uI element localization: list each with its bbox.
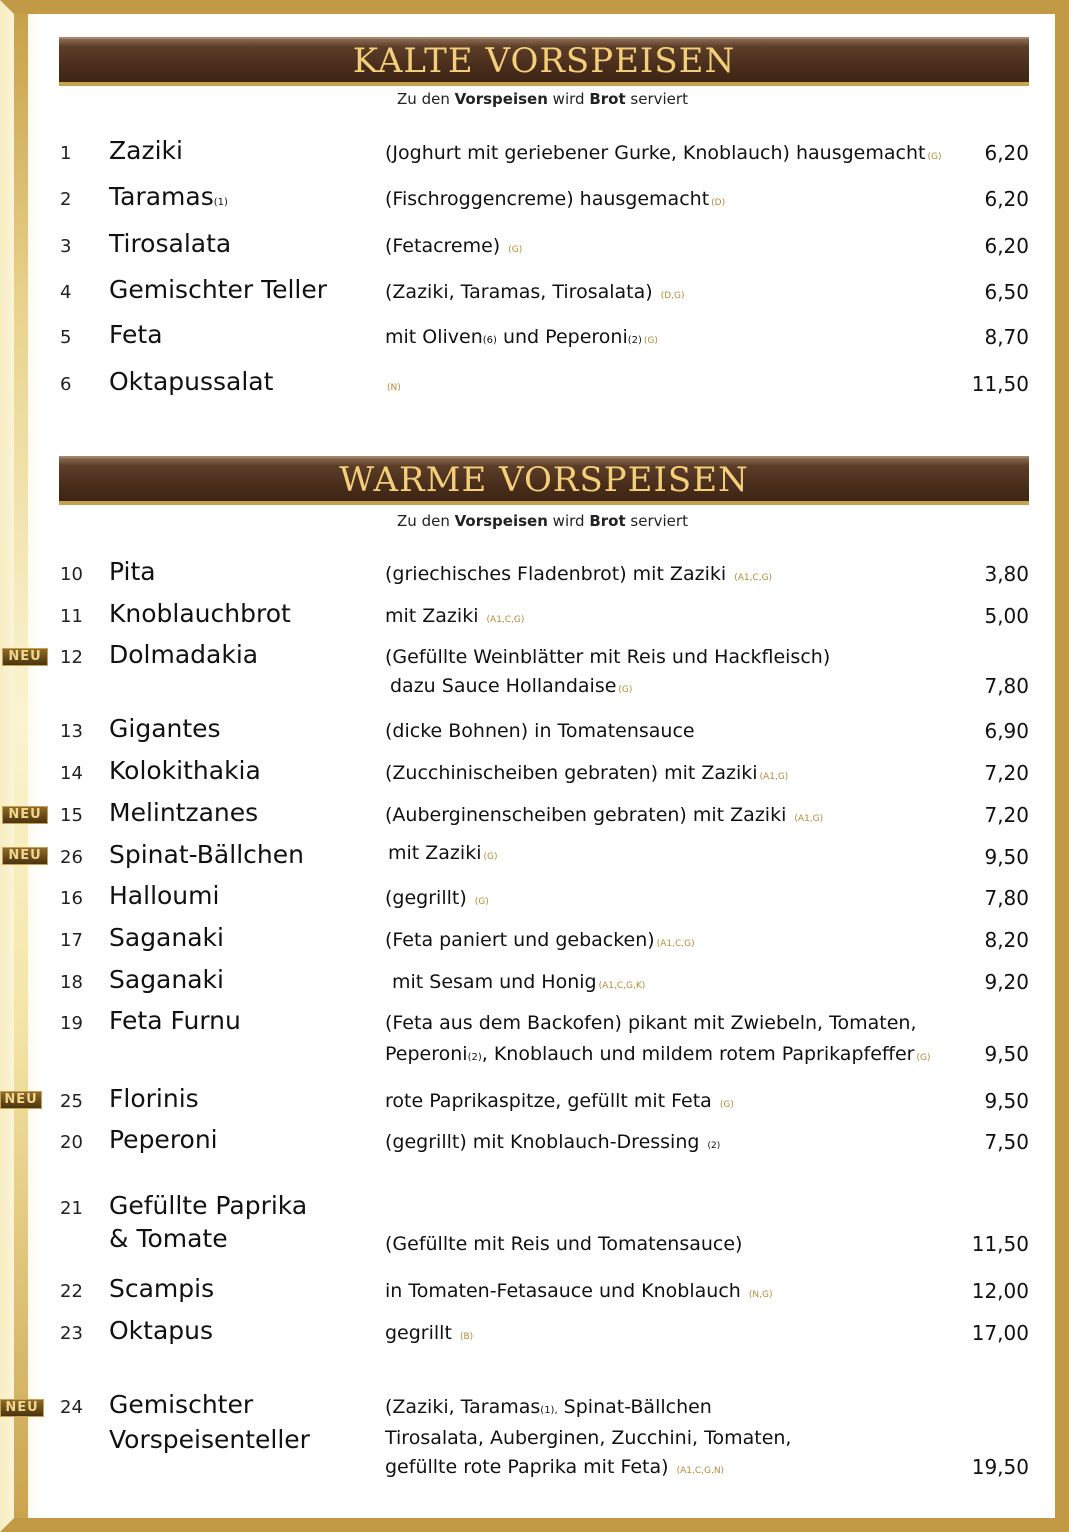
item-price: 7,80: [984, 674, 1029, 698]
neu-badge: NEU: [2, 806, 48, 824]
item-number: 20: [60, 1132, 83, 1153]
item-description: Tirosalata, Auberginen, Zucchini, Tomaten,: [385, 1427, 792, 1449]
item-name: Melintzanes: [109, 798, 259, 827]
item-number: 15: [60, 805, 83, 826]
item-price: 12,00: [971, 1279, 1029, 1303]
item-price: 7,20: [984, 803, 1029, 827]
item-name: Halloumi: [109, 881, 220, 910]
section-banner-warm: [59, 456, 1029, 502]
item-description: (gegrillt) mit Knoblauch-Dressing (2): [385, 1131, 721, 1153]
item-name: Pita: [109, 557, 156, 586]
item-description: (Gefüllte mit Reis und Tomatensauce): [385, 1233, 743, 1255]
item-description: mit Sesam und Honig (A1,C,G,K): [392, 971, 646, 993]
item-number: 22: [60, 1281, 83, 1302]
item-name: Gefüllte Paprika: [109, 1191, 308, 1220]
item-description: (N): [387, 383, 401, 393]
section-banner-cold: [59, 37, 1029, 83]
neu-badge: NEU: [2, 648, 48, 666]
item-description: gegrillt (B): [385, 1322, 474, 1344]
section-subtitle-cold: Zu den Vorspeisen wird Brot serviert: [397, 90, 688, 108]
item-name: Zaziki: [109, 136, 183, 165]
item-name: Dolmadakia: [109, 640, 259, 669]
item-number: 24: [60, 1397, 83, 1418]
item-description: mit Zaziki (G): [388, 842, 498, 864]
neu-badge: NEU: [2, 847, 48, 865]
item-description: (Feta aus dem Backofen) pikant mit Zwiebeln, Tomaten,: [385, 1012, 917, 1034]
item-number: 5: [60, 327, 72, 348]
item-name: Knoblauchbrot: [109, 599, 291, 628]
item-description: (Zucchinischeiben gebraten) mit Zaziki (A1,G): [385, 762, 789, 784]
item-number: 6: [60, 374, 72, 395]
item-price: 9,20: [984, 970, 1029, 994]
item-name: & Tomate: [109, 1224, 228, 1253]
item-number: 21: [60, 1198, 83, 1219]
item-price: 7,20: [984, 761, 1029, 785]
item-price: 11,50: [971, 372, 1029, 396]
item-number: 2: [60, 189, 72, 210]
item-number: 3: [60, 236, 72, 257]
divider: [59, 82, 1029, 86]
item-price: 11,50: [971, 1232, 1029, 1256]
item-description: (dicke Bohnen) in Tomatensauce: [385, 720, 695, 742]
item-description: mit Oliven(6) und Peperoni(2) (G): [385, 326, 658, 348]
item-description: (Gefüllte Weinblätter mit Reis und Hackfleisch): [385, 646, 831, 668]
item-description: (griechisches Fladenbrot) mit Zaziki (A1,C,G): [385, 563, 773, 585]
item-name: Gemischter Teller: [109, 275, 328, 304]
item-name: Gigantes: [109, 714, 221, 743]
item-description: (Zaziki, Taramas, Tirosalata) (D,G): [385, 281, 685, 303]
item-number: 17: [60, 930, 83, 951]
item-number: 14: [60, 763, 83, 784]
item-description: (gegrillt) (G): [385, 887, 489, 909]
item-price: 9,50: [984, 845, 1029, 869]
item-price: 19,50: [971, 1455, 1029, 1479]
item-number: 4: [60, 282, 72, 303]
item-price: 6,20: [984, 141, 1029, 165]
item-description: (Feta paniert und gebacken) (A1,C,G): [385, 929, 695, 951]
item-description: dazu Sauce Hollandaise (G): [390, 675, 633, 697]
item-name: Peperoni: [109, 1125, 218, 1154]
item-number: 13: [60, 721, 83, 742]
item-price: 6,90: [984, 719, 1029, 743]
item-number: 19: [60, 1013, 83, 1034]
item-name: Kolokithakia: [109, 756, 261, 785]
item-name: Taramas(1): [109, 182, 228, 211]
item-price: 8,70: [984, 325, 1029, 349]
item-description: rote Paprikaspitze, gefüllt mit Feta (G): [385, 1090, 734, 1112]
item-price: 3,80: [984, 562, 1029, 586]
item-name: Feta: [109, 320, 163, 349]
item-name: Feta Furnu: [109, 1006, 241, 1035]
item-number: 26: [60, 847, 83, 868]
item-description: (Auberginenscheiben gebraten) mit Zaziki (A1,G): [385, 804, 824, 826]
item-name: Saganaki: [109, 965, 224, 994]
item-name: Scampis: [109, 1274, 215, 1303]
section-subtitle-warm: Zu den Vorspeisen wird Brot serviert: [397, 512, 688, 530]
item-number: 1: [60, 143, 72, 164]
item-price: 5,00: [984, 604, 1029, 628]
item-price: 6,50: [984, 280, 1029, 304]
item-description: (Zaziki, Taramas(1), Spinat-Bällchen: [385, 1396, 712, 1418]
item-price: 17,00: [971, 1321, 1029, 1345]
neu-badge: NEU: [0, 1091, 42, 1109]
item-price: 6,20: [984, 187, 1029, 211]
item-number: 25: [60, 1091, 83, 1112]
item-name: Spinat-Bällchen: [109, 840, 304, 869]
item-price: 9,50: [984, 1089, 1029, 1113]
item-description: gefüllte rote Paprika mit Feta) (A1,C,G,N): [385, 1456, 725, 1478]
item-name: Gemischter: [109, 1390, 254, 1419]
item-name: Vorspeisenteller: [109, 1425, 310, 1454]
item-price: 7,50: [984, 1130, 1029, 1154]
item-number: 18: [60, 972, 83, 993]
section-title-cold: KALTE VORSPEISEN: [352, 41, 736, 81]
section-title-warm: WARME VORSPEISEN: [339, 460, 749, 500]
item-name: Tirosalata: [109, 229, 232, 258]
item-name: Oktapussalat: [109, 367, 274, 396]
item-name: Oktapus: [109, 1316, 214, 1345]
item-price: 6,20: [984, 234, 1029, 258]
item-name: Florinis: [109, 1084, 199, 1113]
item-number: 10: [60, 564, 83, 585]
item-price: 8,20: [984, 928, 1029, 952]
item-description: mit Zaziki (A1,C,G): [385, 605, 525, 627]
item-description: (Joghurt mit geriebener Gurke, Knoblauch) hausgemacht (G): [385, 142, 942, 164]
item-description: in Tomaten-Fetasauce und Knoblauch (N,G): [385, 1280, 773, 1302]
item-price: 9,50: [984, 1042, 1029, 1066]
neu-badge: NEU: [0, 1399, 44, 1417]
item-number: 16: [60, 888, 83, 909]
item-description: Peperoni(2), Knoblauch und mildem rotem Paprikapfeffer (G): [385, 1043, 931, 1065]
item-description: (Fischroggencreme) hausgemacht (D): [385, 188, 726, 210]
item-name: Saganaki: [109, 923, 224, 952]
item-price: 7,80: [984, 886, 1029, 910]
item-description: (Fetacreme) (G): [385, 235, 523, 257]
divider: [59, 501, 1029, 505]
item-number: 12: [60, 647, 83, 668]
item-number: 11: [60, 606, 83, 627]
item-number: 23: [60, 1323, 83, 1344]
